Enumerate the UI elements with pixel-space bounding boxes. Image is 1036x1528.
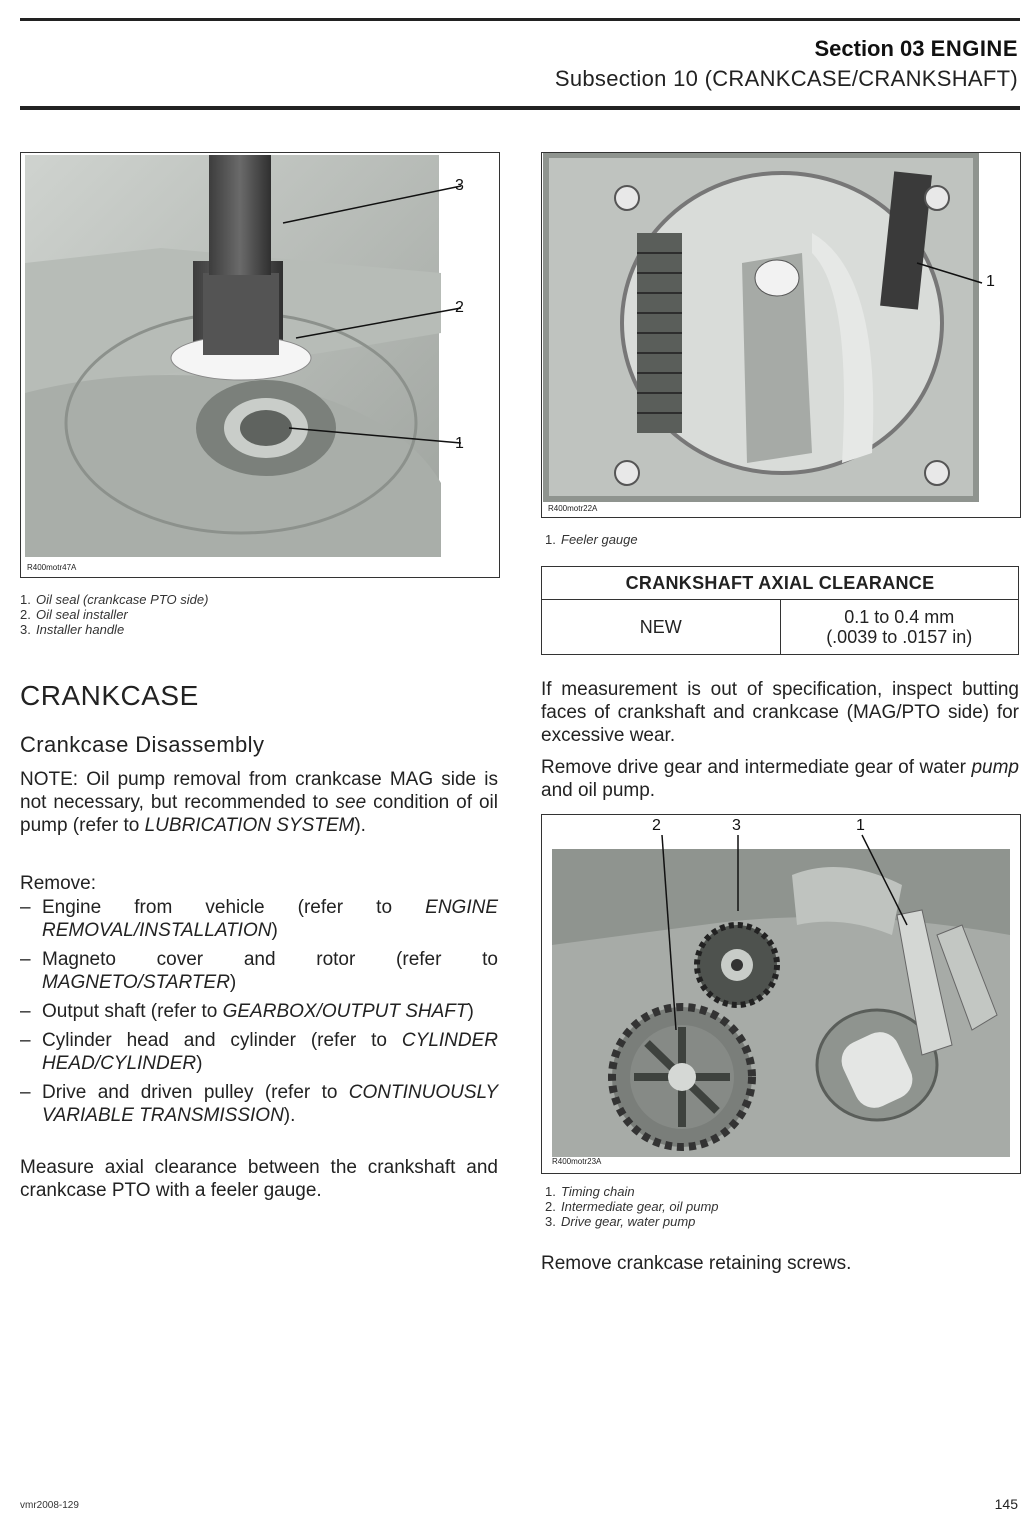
link-cylinder-head[interactable]: CYLINDER HEAD/CYLINDER	[42, 1030, 498, 1074]
page-number: 145	[994, 1496, 1018, 1512]
caption-item: 2. Oil seal installer	[20, 607, 128, 622]
caption-item: 1. Feeler gauge	[545, 532, 638, 547]
figure-ref-code: R400motr47A	[27, 563, 77, 572]
link-engine-removal[interactable]: ENGINE REMOVAL/INSTALLATION	[42, 897, 498, 941]
remove-label: Remove:	[20, 873, 97, 894]
list-item: – Cylinder head and cylinder (refer to CYLINDER HEAD/CYLINDER)	[20, 1030, 498, 1074]
caption-item: 3. Drive gear, water pump	[545, 1214, 696, 1229]
link-cvt[interactable]: CONTINUOUSLY VARIABLE TRANSMISSION	[42, 1082, 498, 1126]
callout-1: 1	[455, 435, 464, 452]
value-metric: 0.1 to 0.4 mm	[844, 607, 955, 627]
caption-item: 1. Timing chain	[545, 1184, 635, 1199]
figure-gears	[541, 814, 1021, 1174]
remove-gears-paragraph: Remove drive gear and intermediate gear of water pump and oil pump.	[541, 757, 1019, 801]
inspection-paragraph: If measurement is out of specification, inspect butting faces of crankshaft and crankcase (MAG/PTO side) for excessive wear.	[541, 679, 1019, 746]
callout-1: 1	[986, 273, 995, 290]
value-imperial: (.0039 to .0157 in)	[826, 627, 973, 647]
document-code: vmr2008-129	[20, 1500, 79, 1511]
caption-item: 1. Oil seal (crankcase PTO side)	[20, 592, 209, 607]
drive-gear	[612, 1007, 752, 1147]
section-heading-crankcase: CRANKCASE	[20, 680, 199, 711]
caption-item: 3. Installer handle	[20, 622, 125, 637]
gears-illustration	[542, 815, 1020, 1173]
measure-paragraph: Measure axial clearance between the crankshaft and crankcase PTO with a feeler gauge.	[20, 1157, 498, 1201]
section-number: Section 03	[814, 36, 925, 61]
header-rule-bottom	[20, 106, 1020, 110]
figure2-caption	[545, 532, 638, 547]
figure1-caption	[20, 592, 208, 637]
crankshaft-axial-clearance-table	[541, 566, 1019, 655]
callout-1: 1	[856, 817, 865, 834]
link-gearbox-output-shaft[interactable]: GEARBOX/OUTPUT SHAFT	[222, 1001, 468, 1022]
callout-3: 3	[732, 817, 741, 834]
note-paragraph: NOTE: Oil pump removal from crankcase MAG side is not necessary, but recommended to see condition of oil pump (refer to LUBRICATION SYSTEM).	[20, 769, 498, 836]
list-item: – Output shaft (refer to GEARBOX/OUTPUT SHAFT)	[20, 1001, 474, 1022]
link-lubrication-system[interactable]: LUBRICATION SYSTEM	[144, 815, 355, 836]
table-header-row	[542, 567, 1019, 600]
intermediate-gear	[697, 925, 777, 1005]
removal-list	[20, 896, 498, 1133]
caption-item: 2. Intermediate gear, oil pump	[545, 1199, 719, 1214]
subheading-crankcase-disassembly: Crankcase Disassembly	[20, 732, 265, 757]
table-title: CRANKSHAFT AXIAL CLEARANCE	[542, 567, 1019, 600]
header-rule-top	[20, 18, 1020, 21]
oil-seal-illustration	[21, 153, 499, 577]
list-item: – Drive and driven pulley (refer to CONTINUOUSLY VARIABLE TRANSMISSION).	[20, 1082, 498, 1126]
list-item: – Engine from vehicle (refer to ENGINE REMOVAL/INSTALLATION)	[20, 897, 498, 941]
figure-ref-code: R400motr22A	[548, 504, 598, 513]
subsection-title: Subsection 10 (CRANKCASE/CRANKSHAFT)	[554, 66, 1018, 91]
figure3-caption	[545, 1184, 719, 1229]
section-name: ENGINE	[930, 36, 1018, 61]
section-title	[814, 36, 1018, 62]
figure-feeler-gauge	[541, 152, 1021, 518]
list-item: – Magneto cover and rotor (refer to MAGNETO/STARTER)	[20, 949, 498, 993]
table-row	[542, 600, 1019, 655]
callout-2: 2	[652, 817, 661, 834]
figure-oil-seal-install	[20, 152, 500, 578]
feeler-gauge-illustration	[542, 153, 1020, 517]
table-row-label: NEW	[542, 600, 781, 655]
table-row-value	[780, 600, 1019, 655]
link-magneto-starter[interactable]: MAGNETO/STARTER	[42, 972, 230, 993]
callout-2: 2	[455, 299, 464, 316]
callout-3: 3	[455, 177, 464, 194]
retaining-screws-paragraph: Remove crankcase retaining screws.	[541, 1253, 852, 1274]
figure-ref-code: R400motr23A	[552, 1157, 602, 1166]
